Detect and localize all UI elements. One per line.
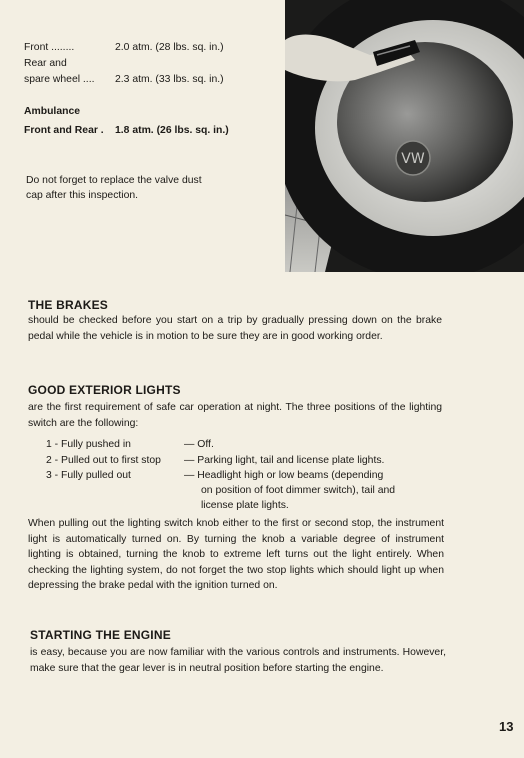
switch-position-3-desc-cont-1: on position of foot dimmer switch), tail and	[201, 485, 396, 496]
ambulance-heading: Ambulance	[24, 106, 81, 117]
switch-position-2-label: 2 - Pulled out to first stop	[46, 455, 161, 466]
lights-intro: are the first requirement of safe car operation at night. The three positions of the lighting switch are the following:	[28, 402, 442, 429]
switch-position-1-label: 1 - Fully pushed in	[46, 439, 131, 450]
rear-pressure-value: 2.3 atm. (33 lbs. sq. in.)	[115, 74, 224, 85]
valve-note-line-1: Do not forget to replace the valve dust	[26, 175, 202, 186]
ambulance-pressure-value: 1.8 atm. (26 lbs. sq. in.)	[115, 125, 229, 136]
switch-position-1-desc: — Off.	[184, 439, 214, 450]
rear-pressure-label-2: spare wheel ....	[24, 74, 95, 85]
engine-paragraph: is easy, because you are now familiar with the various controls and instruments. However, make sure that the gear lever is in neutral position before starting the engine.	[30, 647, 446, 674]
ambulance-pressure-label: Front and Rear .	[24, 125, 104, 136]
page-number: 13	[499, 719, 514, 734]
switch-position-2-desc: — Parking light, tail and license plate lights.	[184, 455, 385, 466]
tire-pressure-photo	[285, 0, 524, 272]
switch-position-3-desc: — Headlight high or low beams (depending	[184, 470, 384, 481]
rear-pressure-label-1: Rear and	[24, 58, 67, 69]
engine-heading: STARTING THE ENGINE	[30, 628, 171, 642]
lights-paragraph: When pulling out the lighting switch knob either to the first or second stop, the instrument light is automatically turned on. By turning the knob a variable degree of instrument lighting is obtained, turning the knob to extreme left turns out the light entirely. When checking the lighting system, do not forget the two stop lights which should light up when depressing the brake pedal with the ignition turned on.	[28, 518, 444, 592]
valve-note-line-2: cap after this inspection.	[26, 190, 139, 201]
brakes-heading: THE BRAKES	[28, 298, 109, 312]
switch-position-3-label: 3 - Fully pulled out	[46, 470, 131, 481]
svg-text:VW: VW	[401, 151, 425, 167]
brakes-paragraph: should be checked before you start on a trip by gradually pressing down on the brake pedal while the vehicle is in motion to be sure they are in good working order.	[28, 315, 442, 342]
front-pressure-value: 2.0 atm. (28 lbs. sq. in.)	[115, 42, 224, 53]
front-pressure-label: Front ........	[24, 42, 75, 53]
tire-illustration	[285, 0, 524, 272]
switch-position-3-desc-cont-2: license plate lights.	[201, 500, 289, 511]
lights-heading: GOOD EXTERIOR LIGHTS	[28, 383, 181, 397]
